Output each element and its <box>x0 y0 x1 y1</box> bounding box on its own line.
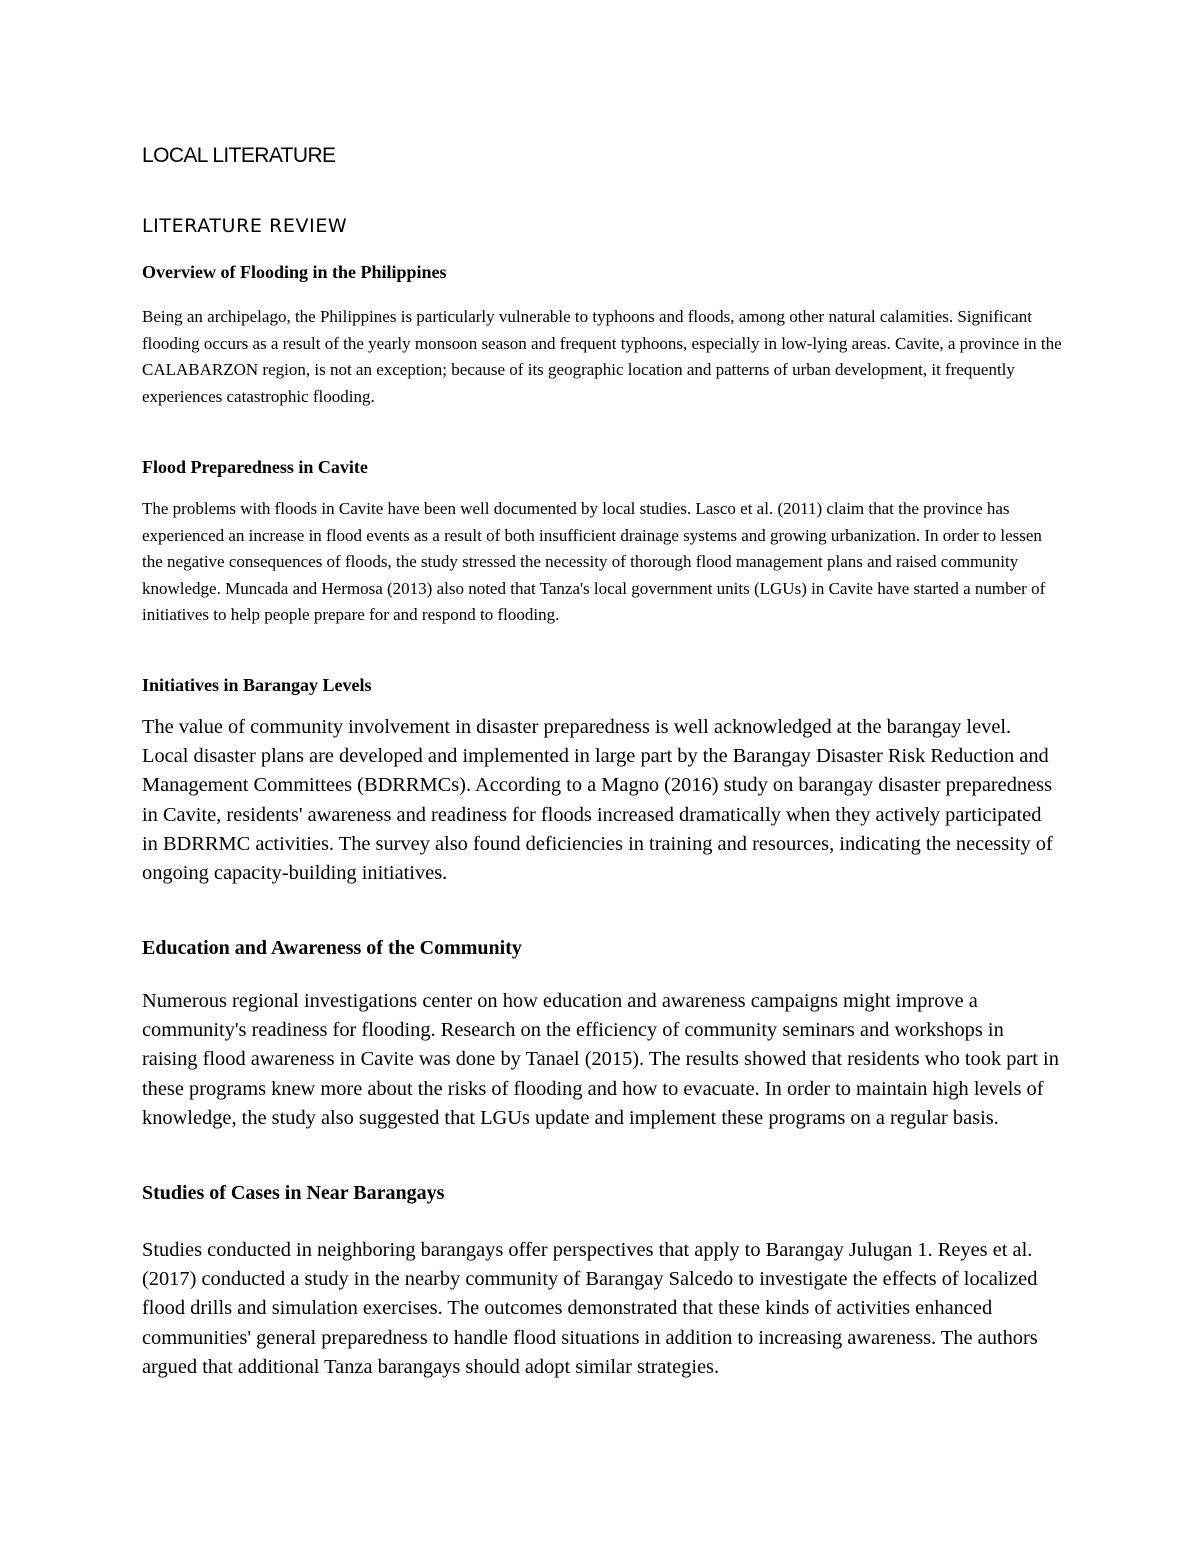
section-body-cavite-preparedness: The problems with floods in Cavite have been well documented by local studies. Lasco et al. (2011) claim that the province has experienced an increase in flood events as a result of both insufficient drainage systems and growing urbanization. In order to lessen the negative consequences of floods, the study stressed the necessity of thorough flood management plans and raised community knowledge. Muncada and Hermosa (2013) also noted that Tanza's local government units (LGUs) in Cavite have started a number of initiatives to help people prepare for and respond to flooding. <box>142 499 1046 625</box>
section-heading-overview: Overview of Flooding in the Philippines <box>142 262 447 282</box>
section-body-overview: Being an archipelago, the Philippines is particularly vulnerable to typhoons and floods, among other natural calamities. Significant flooding occurs as a result of the yearly monsoon season and frequent typhoons, especially in low-lying areas. Cavite, a province in the CALABARZON region, is not an exception; because of its geographic location and patterns of urban development, it frequently experiences catastrophic flooding. <box>142 307 1062 406</box>
section-heading-community-education: Education and Awareness of the Community <box>142 937 522 959</box>
document-subtitle: LITERATURE REVIEW <box>142 215 348 237</box>
section-body-community-education: Numerous regional investigations center on how education and awareness campaigns might improve a community's readiness for flooding. Research on the efficiency of community seminars and workshops in raising flood awareness in Cavite was done by Tanael (2015). The results showed that residents who took part in these programs knew more about the risks of flooding and how to evacuate. In order to maintain high levels of knowledge, the study also suggested that LGUs update and implement these programs on a regular basis. <box>142 990 1059 1129</box>
document-title: LOCAL LITERATURE <box>142 144 336 167</box>
section-heading-case-studies: Studies of Cases in Near Barangays <box>142 1182 445 1204</box>
section-body-case-studies: Studies conducted in neighboring barangays offer perspectives that apply to Barangay Julugan 1. Reyes et al. (2017) conducted a study in the nearby community of Barangay Salcedo to investigate the effects of localized flood drills and simulation exercises. The outcomes demonstrated that these kinds of activities enhanced communities' general preparedness to handle flood situations in addition to increasing awareness. The authors argued that additional Tanza barangays should adopt similar strategies. <box>142 1239 1038 1378</box>
section-heading-cavite-preparedness: Flood Preparedness in Cavite <box>142 457 368 477</box>
section-heading-barangay-initiatives: Initiatives in Barangay Levels <box>142 675 372 695</box>
section-body-barangay-initiatives: The value of community involvement in disaster preparedness is well acknowledged at the barangay level. Local disaster plans are developed and implemented in large part by the Barangay Disaster Risk Reduction and Management Committees (BDRRMCs). According to a Magno (2016) study on barangay disaster preparedness in Cavite, residents' awareness and readiness for floods increased dramatically when they actively participated in BDRRMC activities. The survey also found deficiencies in training and resources, indicating the necessity of ongoing capacity-building initiatives. <box>142 716 1053 885</box>
